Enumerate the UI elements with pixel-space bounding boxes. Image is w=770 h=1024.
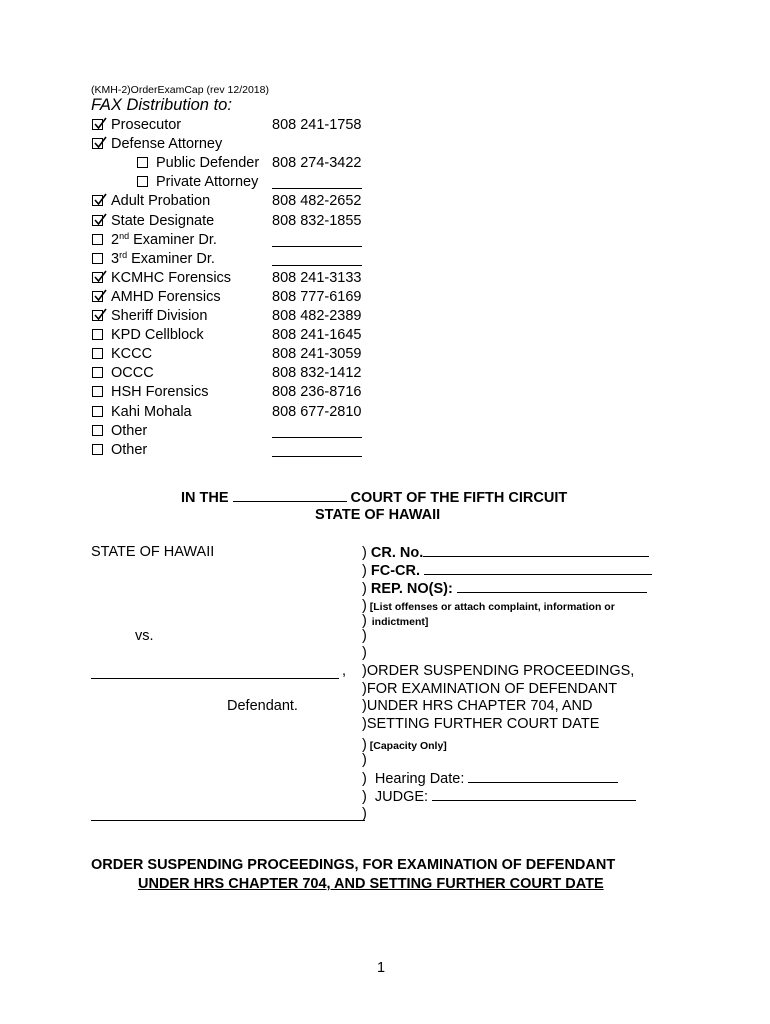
fax-number: 808 241-1758 <box>272 117 362 133</box>
fax-number: 808 241-3059 <box>272 346 362 362</box>
court-name-blank[interactable] <box>233 489 347 502</box>
caption-paren: ) <box>362 628 367 644</box>
fax-number: 808 241-1645 <box>272 327 362 343</box>
distribution-label: State Designate <box>111 213 215 229</box>
distribution-label: OCCC <box>111 365 154 381</box>
distribution-label: 2nd Examiner Dr. <box>111 231 217 248</box>
fax-number-blank[interactable] <box>272 456 362 457</box>
list-note-1: [List offenses or attach complaint, information or <box>369 601 615 613</box>
caption-paren: ) <box>362 752 367 768</box>
rep-no-label: REP. NO(S): <box>370 581 453 597</box>
fax-number: 808 236-8716 <box>272 384 362 400</box>
fax-number: 808 777-6169 <box>272 289 362 305</box>
unchecked-checkbox[interactable] <box>92 406 103 417</box>
order-caption-2: )FOR EXAMINATION OF DEFENDANT <box>362 681 618 697</box>
fax-number: 808 241-3133 <box>272 270 362 286</box>
fax-number-blank[interactable] <box>272 437 362 438</box>
distribution-label: Public Defender <box>156 155 260 171</box>
fc-cr-blank[interactable] <box>424 562 652 575</box>
cr-no-blank[interactable] <box>423 544 649 557</box>
distribution-item <box>91 423 391 442</box>
distribution-label: HSH Forensics <box>111 384 209 400</box>
fax-number: 808 482-2389 <box>272 308 362 324</box>
distribution-item <box>91 155 391 174</box>
checked-checkbox[interactable] <box>92 310 103 321</box>
versus-label: vs. <box>135 628 154 644</box>
distribution-label: Other <box>111 423 148 439</box>
unchecked-checkbox[interactable] <box>92 367 103 378</box>
distribution-item <box>91 327 391 346</box>
judge-row: ) JUDGE: <box>362 788 636 805</box>
checked-checkbox[interactable] <box>92 291 103 302</box>
distribution-item <box>91 193 391 212</box>
fax-number-blank[interactable] <box>272 246 362 247</box>
form-code: (KMH-2)OrderExamCap (rev 12/2018) <box>91 84 269 96</box>
unchecked-checkbox[interactable] <box>92 234 103 245</box>
caption-paren: ) <box>362 645 367 661</box>
capacity-row: ) [Capacity Only] <box>362 737 447 753</box>
court-in-the: IN THE <box>181 490 229 506</box>
checked-checkbox[interactable] <box>92 215 103 226</box>
fax-number: 808 274-3422 <box>272 155 362 171</box>
caption-bottom-line <box>91 820 365 821</box>
caption-paren: ) <box>362 806 367 822</box>
distribution-label: Adult Probation <box>111 193 211 209</box>
defendant-name-blank[interactable] <box>91 678 339 679</box>
distribution-label: Defense Attorney <box>111 136 223 152</box>
fax-number-blank[interactable] <box>272 188 362 189</box>
distribution-label: Kahi Mohala <box>111 404 192 420</box>
fax-number: 808 832-1412 <box>272 365 362 381</box>
distribution-item <box>91 174 391 193</box>
distribution-item <box>91 117 391 136</box>
unchecked-checkbox[interactable] <box>92 425 103 436</box>
distribution-label: AMHD Forensics <box>111 289 221 305</box>
order-caption-1: )ORDER SUSPENDING PROCEEDINGS, <box>362 663 635 679</box>
distribution-label: Sheriff Division <box>111 308 208 324</box>
fax-number-blank[interactable] <box>272 265 362 266</box>
distribution-label: Other <box>111 442 148 458</box>
fc-cr-label: FC-CR. <box>370 563 421 579</box>
cr-no-label: CR. No. <box>370 545 424 561</box>
order-caption-4: )SETTING FURTHER COURT DATE <box>362 716 600 732</box>
distribution-item <box>91 232 391 251</box>
unchecked-checkbox[interactable] <box>92 348 103 359</box>
page-number: 1 <box>377 960 386 976</box>
unchecked-checkbox[interactable] <box>92 253 103 264</box>
unchecked-checkbox[interactable] <box>92 444 103 455</box>
distribution-item <box>91 213 391 232</box>
distribution-item <box>91 365 391 384</box>
list-note-2: indictment] <box>371 616 429 628</box>
distribution-label: KPD Cellblock <box>111 327 204 343</box>
judge-blank[interactable] <box>432 788 636 801</box>
distribution-label: Prosecutor <box>111 117 182 133</box>
fc-cr-row: ) FC-CR. <box>362 562 652 579</box>
checked-checkbox[interactable] <box>92 272 103 283</box>
rep-no-row: ) REP. NO(S): <box>362 580 647 597</box>
distribution-item <box>91 442 391 461</box>
distribution-item <box>91 136 391 155</box>
distribution-label: Private Attorney <box>156 174 259 190</box>
checked-checkbox[interactable] <box>92 195 103 206</box>
order-title-line-2: UNDER HRS CHAPTER 704, AND SETTING FURTHER COURT DATE <box>138 876 604 892</box>
court-of-circuit: COURT OF THE FIFTH CIRCUIT <box>350 490 568 506</box>
list-note-row-1: ) [List offenses or attach complaint, information or <box>362 598 615 614</box>
defendant-comma: , <box>342 663 347 679</box>
distribution-label: KCMHC Forensics <box>111 270 232 286</box>
court-heading <box>181 489 567 506</box>
unchecked-checkbox[interactable] <box>137 176 148 187</box>
distribution-item <box>91 384 391 403</box>
distribution-item <box>91 308 391 327</box>
fax-number: 808 482-2652 <box>272 193 362 209</box>
fax-number: 808 677-2810 <box>272 404 362 420</box>
judge-label: JUDGE: <box>374 789 429 805</box>
unchecked-checkbox[interactable] <box>92 329 103 340</box>
distribution-item <box>91 251 391 270</box>
unchecked-checkbox[interactable] <box>137 157 148 168</box>
distribution-item <box>91 270 391 289</box>
capacity-note: [Capacity Only] <box>369 740 447 752</box>
distribution-label: 3rd Examiner Dr. <box>111 250 215 267</box>
fax-number: 808 832-1855 <box>272 213 362 229</box>
hearing-date-blank[interactable] <box>468 770 618 783</box>
distribution-label: KCCC <box>111 346 153 362</box>
checked-checkbox[interactable] <box>92 138 103 149</box>
list-note-row-2: ) indictment] <box>362 613 429 629</box>
defendant-label: Defendant. <box>227 698 298 714</box>
distribution-item <box>91 289 391 308</box>
order-title-line-1: ORDER SUSPENDING PROCEEDINGS, FOR EXAMINATION OF DEFENDANT <box>91 857 616 873</box>
plaintiff-name: STATE OF HAWAII <box>91 544 215 560</box>
court-state: STATE OF HAWAII <box>315 507 441 523</box>
distribution-item <box>91 404 391 423</box>
unchecked-checkbox[interactable] <box>92 386 103 397</box>
checked-checkbox[interactable] <box>92 119 103 130</box>
hearing-date-row: ) Hearing Date: <box>362 770 618 787</box>
order-caption-3: )UNDER HRS CHAPTER 704, AND <box>362 698 593 714</box>
distribution-item <box>91 346 391 365</box>
hearing-date-label: Hearing Date: <box>374 771 465 787</box>
rep-no-blank[interactable] <box>457 580 647 593</box>
cr-no-row: ) CR. No. <box>362 544 649 561</box>
fax-distribution-title: FAX Distribution to: <box>91 96 232 114</box>
